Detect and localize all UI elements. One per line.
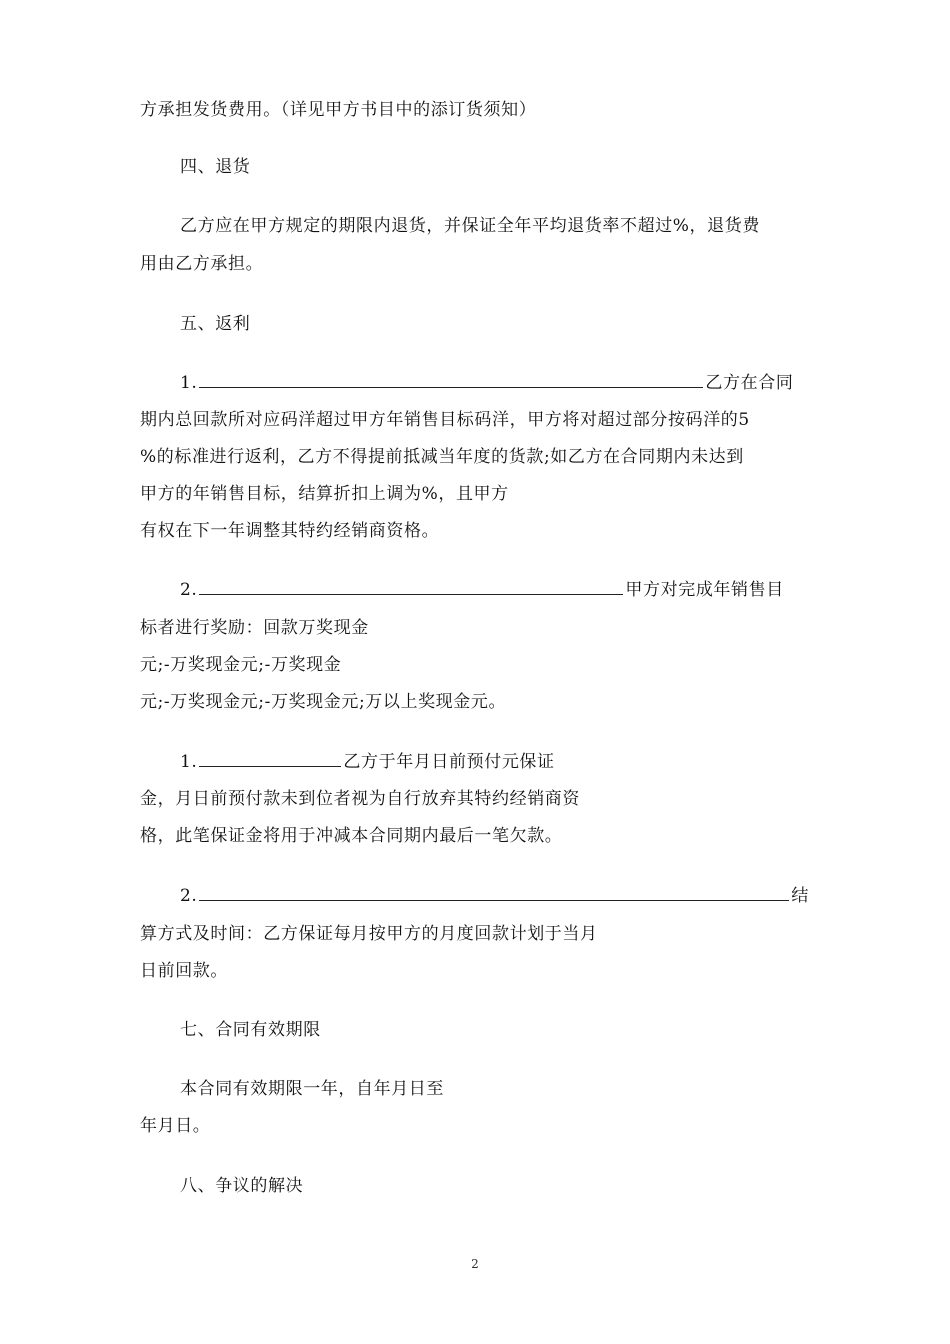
fill-in-blank [199,750,341,767]
fill-in-blank [199,371,703,388]
clause-text: 乙方在合同 [705,373,794,393]
paragraph-line: 金，月日前预付款未到位者视为自行放弃其特约经销商资 [140,789,580,809]
paragraph-line: 格，此笔保证金将用于冲减本合同期内最后一笔欠款。 [140,826,563,846]
clause-text: 结 [791,886,810,906]
clause-number: 2. [180,886,198,906]
paragraph-line: 元;-万奖现金元;-万奖现金 [140,655,342,675]
section-heading-return: 四、退货 [180,157,251,177]
fill-in-blank [199,578,623,595]
paragraph-line: 日前回款。 [140,961,228,981]
clause-line [180,884,809,908]
paragraph-line: 甲方的年销售目标，结算折扣上调为%，且甲方 [140,484,509,504]
paragraph-line: %的标准进行返利，乙方不得提前抵减当年度的货款;如乙方在合同期内未达到 [140,447,744,467]
clause-line [180,750,555,774]
paragraph-line: 年月日。 [140,1116,211,1136]
clause-text: 甲方对完成年销售目 [625,580,784,600]
paragraph-line: 方承担发货费用。（详见甲方书目中的添订货须知） [140,100,537,120]
paragraph-line: 算方式及时间：乙方保证每月按甲方的月度回款计划于当月 [140,924,598,944]
section-heading-rebate: 五、返利 [180,314,251,334]
fill-in-blank [199,884,789,901]
page-number: 2 [471,1257,479,1271]
paragraph-line: 乙方应在甲方规定的期限内退货，并保证全年平均退货率不超过%，退货费 [180,216,760,236]
paragraph-line: 期内总回款所对应码洋超过甲方年销售目标码洋，甲方将对超过部分按码洋的5 [140,410,750,430]
clause-number: 1. [180,752,198,772]
paragraph-line: 标者进行奖励：回款万奖现金 [140,618,369,638]
clause-text: 乙方于年月日前预付元保证 [343,752,555,772]
paragraph-line: 用由乙方承担。 [140,254,264,274]
section-heading-validity: 七、合同有效期限 [180,1020,321,1040]
clause-number: 2. [180,580,198,600]
clause-line [180,578,784,602]
paragraph-line: 有权在下一年调整其特约经销商资格。 [140,521,440,541]
clause-line [180,371,793,395]
paragraph-line: 本合同有效期限一年，自年月日至 [180,1079,444,1099]
paragraph-line: 元;-万奖现金元;-万奖现金元;万以上奖现金元。 [140,692,507,712]
clause-number: 1. [180,373,198,393]
section-heading-dispute: 八、争议的解决 [180,1176,304,1196]
